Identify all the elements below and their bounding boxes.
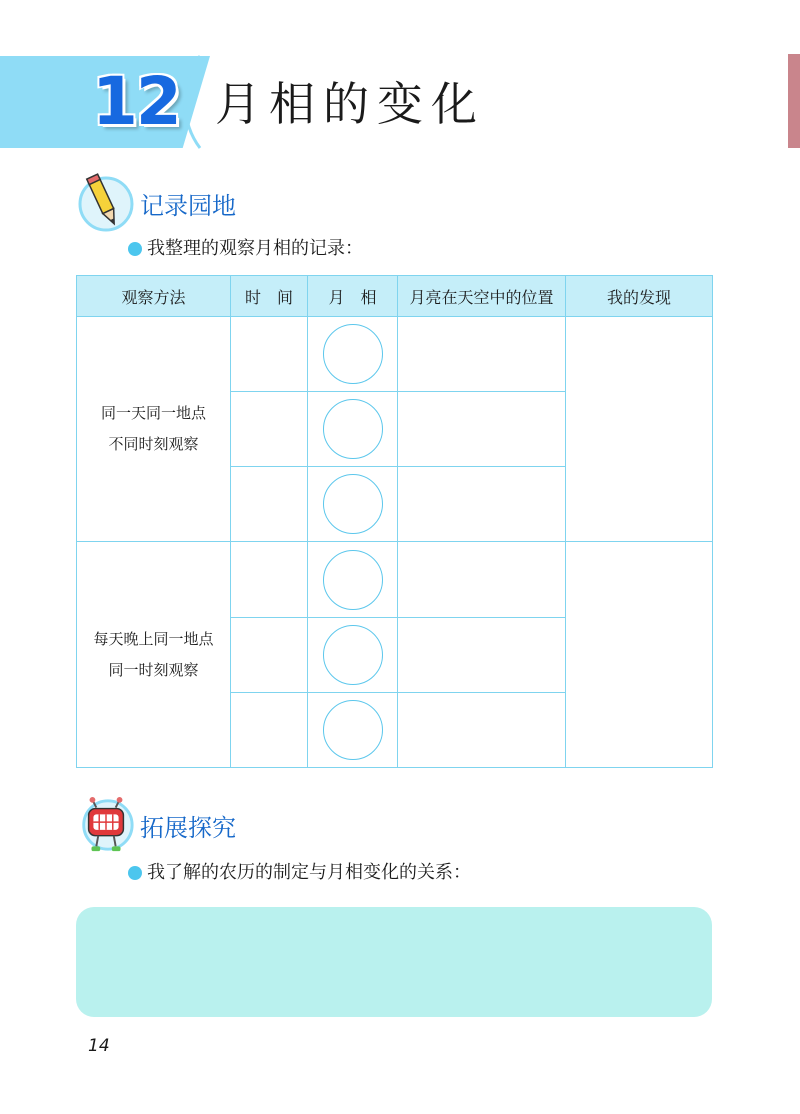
column-header-findings: 我的发现 [566,276,713,317]
time-input-cell[interactable] [231,467,308,542]
findings-input-cell[interactable] [566,317,713,542]
time-input-cell[interactable] [231,542,308,617]
moon-circle-icon [323,399,383,459]
table-header-row [77,276,713,317]
moon-circle-icon [323,625,383,685]
method-cell-every-night [77,542,231,768]
page-number: 14 [88,1036,110,1056]
position-input-cell[interactable] [398,692,566,767]
chapter-title: 月相的变化 [215,77,485,131]
moon-circle-icon [323,700,383,760]
table-row [77,317,713,392]
column-header-time: 时 间 [231,276,308,317]
method-cell-same-day [77,317,231,542]
pencil-icon [74,172,134,232]
method-text: 不同时刻观察 [108,435,199,454]
moon-circle-icon [323,324,383,384]
record-prompt [128,236,363,262]
moon-phase-cell[interactable] [308,542,398,617]
section-title-explore: 拓展探究 [140,814,236,842]
findings-input-cell[interactable] [566,542,713,768]
record-prompt-text: 我整理的观察月相的记录： [147,238,363,259]
table-row [77,542,713,617]
moon-circle-icon [323,474,383,534]
moon-phase-cell[interactable] [308,617,398,692]
time-input-cell[interactable] [231,692,308,767]
page-edge-tab [788,54,800,148]
moon-phase-cell[interactable] [308,392,398,467]
section-title-record: 记录园地 [140,192,236,220]
time-input-cell[interactable] [231,317,308,392]
position-input-cell[interactable] [398,392,566,467]
moon-phase-cell[interactable] [308,317,398,392]
moon-phase-cell[interactable] [308,467,398,542]
moon-phase-cell[interactable] [308,692,398,767]
position-input-cell[interactable] [398,617,566,692]
column-header-method: 观察方法 [77,276,231,317]
time-input-cell[interactable] [231,617,308,692]
chapter-number: 12 [92,63,180,140]
method-text: 同一天同一地点 [100,404,206,423]
bullet-dot-icon [128,866,142,880]
moon-circle-icon [323,550,383,610]
robot-icon [76,796,136,856]
column-header-moon-position: 月亮在天空中的位置 [398,276,566,317]
answer-box[interactable] [76,907,712,1017]
position-input-cell[interactable] [398,317,566,392]
observation-table [76,275,712,768]
explore-prompt [128,860,471,886]
method-text: 每天晚上同一地点 [93,629,214,648]
position-input-cell[interactable] [398,542,566,617]
time-input-cell[interactable] [231,392,308,467]
explore-prompt-text: 我了解的农历的制定与月相变化的关系： [147,862,471,883]
bullet-dot-icon [128,242,142,256]
column-header-moon-phase: 月 相 [308,276,398,317]
position-input-cell[interactable] [398,467,566,542]
method-text: 同一时刻观察 [108,660,199,679]
